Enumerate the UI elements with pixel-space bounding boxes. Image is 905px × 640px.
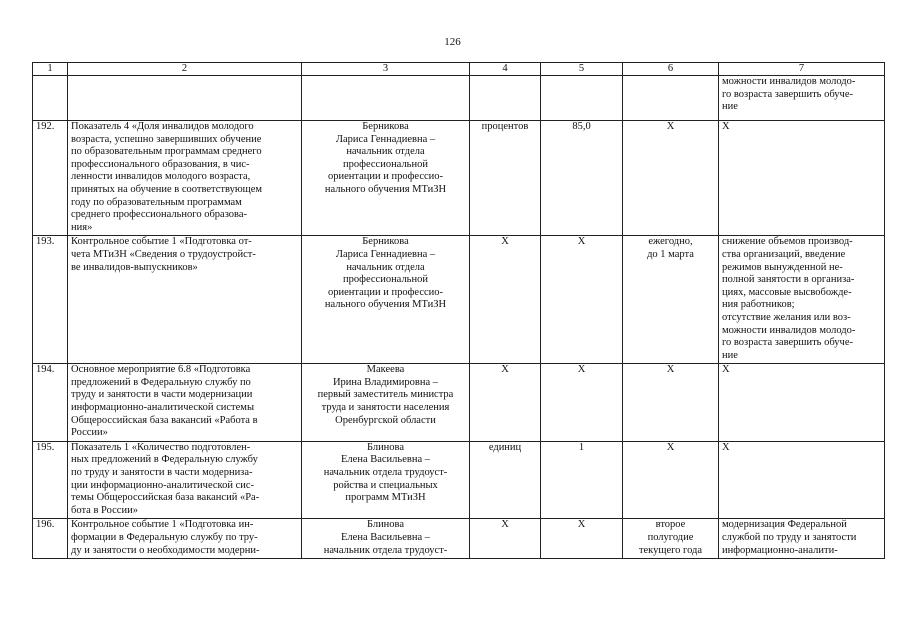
row-responsible: Блинова Елена Васильевна – начальник отдела трудоуст- ройства и специальных программ МТиЗН (302, 441, 470, 519)
column-header: 3 (302, 63, 470, 76)
row-value: 1 (541, 441, 623, 519)
column-header: 2 (68, 63, 302, 76)
row-description (68, 76, 302, 121)
row-number: 192. (33, 121, 68, 236)
row-responsible: Берникова Лариса Геннадиевна – начальник отдела профессиональной ориентации и профессио- нального обучения МТиЗН (302, 236, 470, 364)
row-unit: процентов (470, 121, 541, 236)
row-responsible: Берникова Лариса Геннадиевна – начальник отдела профессиональной ориентации и профессио- нального обучения МТиЗН (302, 121, 470, 236)
row-risks: Х (719, 441, 885, 519)
row-value: Х (541, 236, 623, 364)
row-number: 194. (33, 364, 68, 442)
column-header-row (33, 63, 885, 76)
page-number: 126 (444, 36, 461, 48)
row-deadline: второе полугодие текущего года (623, 519, 719, 559)
table-row (33, 236, 885, 364)
row-deadline: Х (623, 121, 719, 236)
table-row (33, 519, 885, 559)
table-row (33, 76, 885, 121)
table-row (33, 441, 885, 519)
row-value: 85,0 (541, 121, 623, 236)
row-risks: Х (719, 364, 885, 442)
row-unit: единиц (470, 441, 541, 519)
row-unit: Х (470, 519, 541, 559)
row-description: Контрольное событие 1 «Подготовка от- чета МТиЗН «Сведения о трудоустройст- ве инвалидов-выпускников» (68, 236, 302, 364)
row-risks: модернизация Федеральной службой по труду и занятости информационно-аналити- (719, 519, 885, 559)
row-description: Показатель 1 «Количество подготовлен- ных предложений в Федеральную службу по труду и занятости в части модерниза- ции информационно-аналитической сис- темы Общероссийская база вакансий «Ра- бота в России» (68, 441, 302, 519)
row-value: Х (541, 364, 623, 442)
row-responsible: Макеева Ирина Владимировна – первый заместитель министра труда и занятости населения Оренбургской области (302, 364, 470, 442)
column-header: 6 (623, 63, 719, 76)
row-description: Показатель 4 «Доля инвалидов молодого возраста, успешно завершивших обучение по образовательным программам среднего профессионального образования, в чис- ленности инвалидов молодого возраста, принятых на обучение в соответствующем году по образовательным программам среднего профессионального образова- ния» (68, 121, 302, 236)
row-risks: можности инвалидов молодо- го возраста завершить обуче- ние (719, 76, 885, 121)
row-number: 193. (33, 236, 68, 364)
row-deadline: Х (623, 441, 719, 519)
row-unit: Х (470, 364, 541, 442)
row-unit (470, 76, 541, 121)
table-row (33, 121, 885, 236)
row-number: 195. (33, 441, 68, 519)
column-header: 1 (33, 63, 68, 76)
row-value: Х (541, 519, 623, 559)
row-responsible (302, 76, 470, 121)
column-header: 7 (719, 63, 885, 76)
column-header: 4 (470, 63, 541, 76)
plan-table (32, 62, 885, 559)
row-deadline: ежегодно, до 1 марта (623, 236, 719, 364)
row-unit: Х (470, 236, 541, 364)
row-deadline (623, 76, 719, 121)
table-row (33, 364, 885, 442)
row-description: Основное мероприятие 6.8 «Подготовка предложений в Федеральную службу по труду и занятости в части модернизации информационно-аналитической системы Общероссийская база вакансий «Работа в России» (68, 364, 302, 442)
row-value (541, 76, 623, 121)
row-number: 196. (33, 519, 68, 559)
column-header: 5 (541, 63, 623, 76)
row-risks: Х (719, 121, 885, 236)
row-description: Контрольное событие 1 «Подготовка ин- формации в Федеральную службу по тру- ду и занятости о необходимости модерни- (68, 519, 302, 559)
row-number (33, 76, 68, 121)
row-responsible: Блинова Елена Васильевна – начальник отдела трудоуст- (302, 519, 470, 559)
row-deadline: Х (623, 364, 719, 442)
row-risks: снижение объемов производ- ства организаций, введение режимов вынужденной не- полной занятости в организа- циях, массовые высвобожде- ния работников; отсутствие желания или воз- можности инвалидов молодо- го возраста завершить обуче- ние (719, 236, 885, 364)
